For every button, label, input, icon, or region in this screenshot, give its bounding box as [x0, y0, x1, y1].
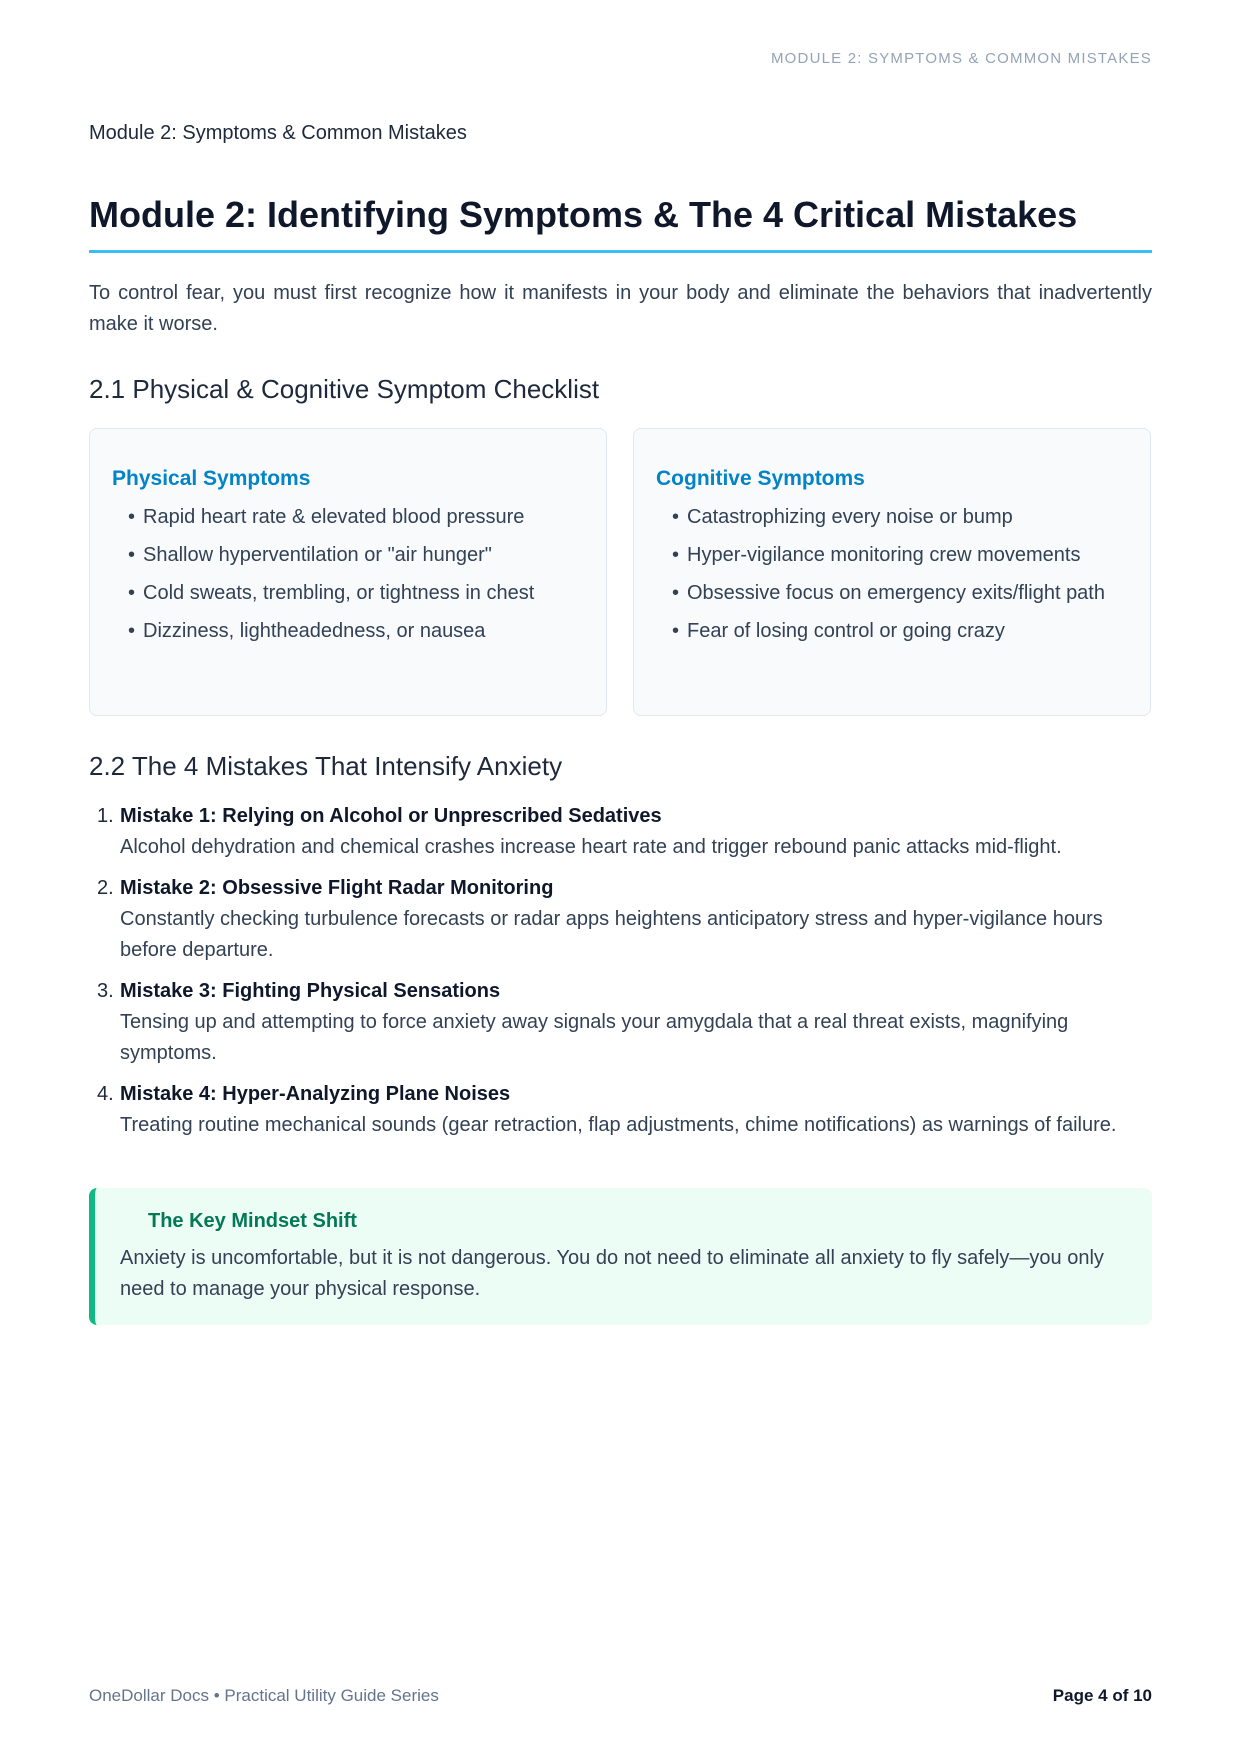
mindset-callout — [89, 1188, 1152, 1325]
list-item: • Dizziness, lightheadedness, or nausea — [128, 615, 584, 647]
physical-symptoms-title: Physical Symptoms — [112, 467, 311, 490]
mistakes-list — [89, 800, 1152, 1150]
page-number: Page 4 of 10 — [1052, 1686, 1152, 1705]
mistake-number: 4. — [97, 1083, 114, 1105]
list-item: • Fear of losing control or going crazy — [672, 615, 1128, 647]
list-item: • Cold sweats, trembling, or tightness in chest — [128, 577, 584, 609]
mistake-item-4 — [89, 1078, 1152, 1141]
section-heading-mistakes: 2.2 The 4 Mistakes That Intensify Anxiety — [89, 751, 563, 781]
mistake-title: Mistake 3: Fighting Physical Sensations — [120, 980, 501, 1002]
physical-symptoms-card — [89, 428, 607, 716]
mistake-description: Constantly checking turbulence forecasts or radar apps heightens anticipatory stress and hyper-vigilance hours before departure. — [120, 908, 1103, 961]
section-heading-checklist: 2.1 Physical & Cognitive Symptom Checklist — [89, 374, 600, 404]
mistake-title: Mistake 4: Hyper-Analyzing Plane Noises — [120, 1083, 511, 1105]
callout-title: The Key Mindset Shift — [148, 1210, 357, 1232]
page-title: Module 2: Identifying Symptoms & The 4 Critical Mistakes — [89, 194, 1152, 253]
mistake-number: 1. — [97, 805, 114, 827]
running-header: MODULE 2: SYMPTOMS & COMMON MISTAKES — [770, 50, 1152, 67]
cognitive-symptoms-card — [633, 428, 1151, 716]
mistake-number: 2. — [97, 877, 114, 899]
cognitive-symptoms-title: Cognitive Symptoms — [656, 467, 865, 490]
page-label: Module 2: Symptoms & Common Mistakes — [89, 122, 467, 144]
mistake-item-2 — [89, 872, 1152, 966]
callout-text: Anxiety is uncomfortable, but it is not dangerous. You do not need to eliminate all anxiety to fly safely—you only need to manage your physical response. — [120, 1247, 1104, 1300]
physical-symptoms-list — [112, 501, 584, 647]
footer-series: OneDollar Docs • Practical Utility Guide Series — [89, 1686, 439, 1705]
mistake-number: 3. — [97, 980, 114, 1002]
list-item: • Hyper-vigilance monitoring crew movements — [672, 539, 1128, 571]
mistake-description: Alcohol dehydration and chemical crashes increase heart rate and trigger rebound panic attacks mid-flight. — [120, 836, 1062, 858]
list-item: • Shallow hyperventilation or "air hunger" — [128, 539, 584, 571]
mistake-item-1 — [89, 800, 1152, 863]
mistake-title: Mistake 2: Obsessive Flight Radar Monitoring — [120, 877, 554, 899]
mistake-description: Treating routine mechanical sounds (gear retraction, flap adjustments, chime notifications) as warnings of failure. — [120, 1114, 1117, 1136]
intro-paragraph: To control fear, you must first recognize how it manifests in your body and eliminate the behaviors that inadvertently make it worse. — [89, 282, 1152, 335]
mistake-item-3 — [89, 975, 1152, 1069]
list-item: • Rapid heart rate & elevated blood pressure — [128, 501, 584, 533]
cognitive-symptoms-list — [656, 501, 1128, 647]
mistake-description: Tensing up and attempting to force anxiety away signals your amygdala that a real threat exists, magnifying symptoms. — [120, 1011, 1069, 1064]
list-item: • Catastrophizing every noise or bump — [672, 501, 1128, 533]
mistake-title: Mistake 1: Relying on Alcohol or Unprescribed Sedatives — [120, 805, 662, 827]
list-item: • Obsessive focus on emergency exits/flight path — [672, 577, 1128, 609]
